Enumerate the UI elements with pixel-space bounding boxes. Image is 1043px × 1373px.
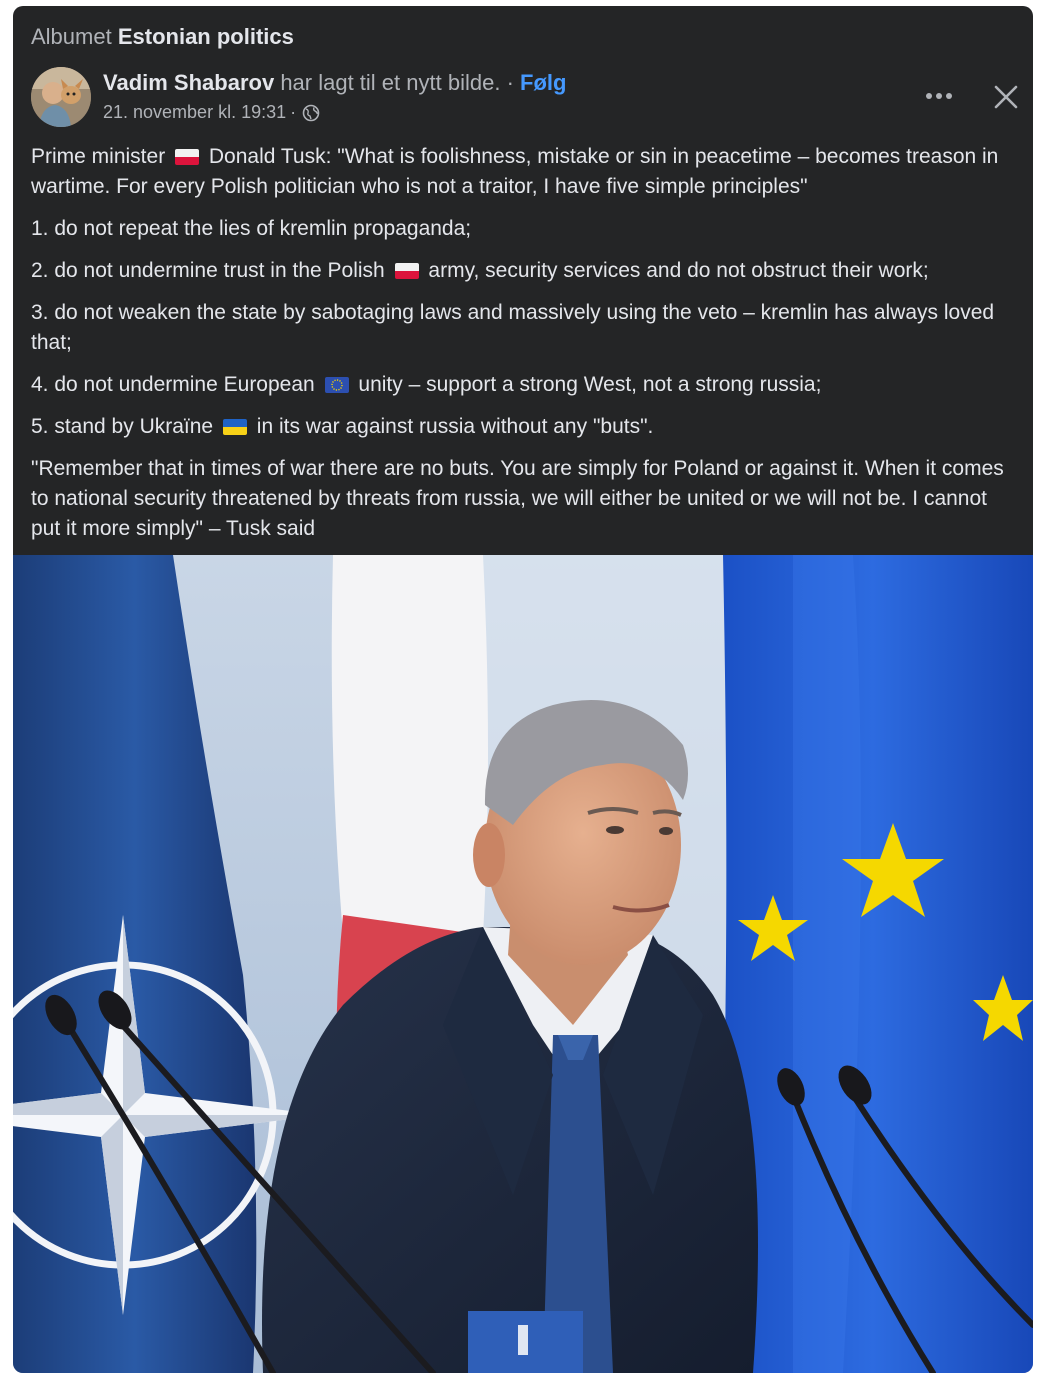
post-timestamp[interactable]: 21. november kl. 19:31 — [103, 102, 287, 122]
paragraph-text: 2. do not undermine trust in the Polish — [31, 259, 385, 282]
album-line — [31, 24, 294, 50]
paragraph-text: 3. do not weaken the state by sabotaging laws and massively using the veto – kremlin has always loved that; — [31, 301, 995, 354]
post-paragraph — [31, 298, 1019, 358]
more-horizontal-icon — [925, 92, 953, 100]
post-paragraph — [31, 412, 1019, 442]
paragraph-text: 5. stand by Ukraïne — [31, 415, 214, 438]
paragraph-text: unity – support a strong West, not a strong russia; — [358, 373, 822, 396]
album-name-link[interactable]: Estonian politics — [117, 24, 294, 49]
paragraph-text: Prime minister — [31, 145, 166, 168]
author-name-link[interactable]: Vadim Shabarov — [103, 70, 275, 95]
ukraine-flag-icon — [223, 419, 247, 435]
post-body — [31, 142, 1019, 556]
poland-flag-icon — [175, 149, 199, 165]
post-paragraph — [31, 370, 1019, 400]
paragraph-text: 4. do not undermine European — [31, 373, 315, 396]
paragraph-text: 1. do not repeat the lies of kremlin propaganda; — [31, 217, 472, 240]
poland-flag-icon — [395, 263, 419, 279]
post-paragraph — [31, 454, 1019, 544]
paragraph-text: Donald Tusk: "What is foolishness, mistake or sin in peacetime – becomes treason in wartime. For every Polish politician who is not a traitor, I have five simple principles" — [31, 145, 999, 198]
paragraph-text: in its war against russia without any "buts". — [256, 415, 654, 438]
close-icon — [994, 85, 1018, 109]
paragraph-text: army, security services and do not obstruct their work; — [428, 259, 929, 282]
author-line — [103, 70, 566, 96]
post-header — [31, 67, 1021, 129]
separator-dot: · — [506, 70, 514, 95]
post-card — [13, 6, 1033, 1373]
post-paragraph — [31, 142, 1019, 202]
globe-icon — [302, 104, 320, 122]
paragraph-text: "Remember that in times of war there are no buts. You are simply for Poland or against it. When it comes to national security threatened by threats from russia, we will either be united or we will not be. I cannot put it more simply" – Tusk said — [31, 457, 1004, 540]
author-action: har lagt til et nytt bilde. — [280, 70, 501, 95]
post-meta — [103, 102, 320, 123]
post-paragraph — [31, 256, 1019, 286]
post-paragraph — [31, 214, 1019, 244]
meta-separator: · — [290, 102, 297, 122]
post-photo[interactable] — [13, 555, 1033, 1373]
more-options-button[interactable] — [919, 79, 959, 113]
eu-flag-icon — [325, 377, 349, 393]
follow-button[interactable]: Følg — [520, 70, 567, 95]
avatar[interactable] — [31, 67, 91, 127]
album-prefix: Albumet — [31, 24, 112, 49]
close-button[interactable] — [986, 77, 1026, 117]
